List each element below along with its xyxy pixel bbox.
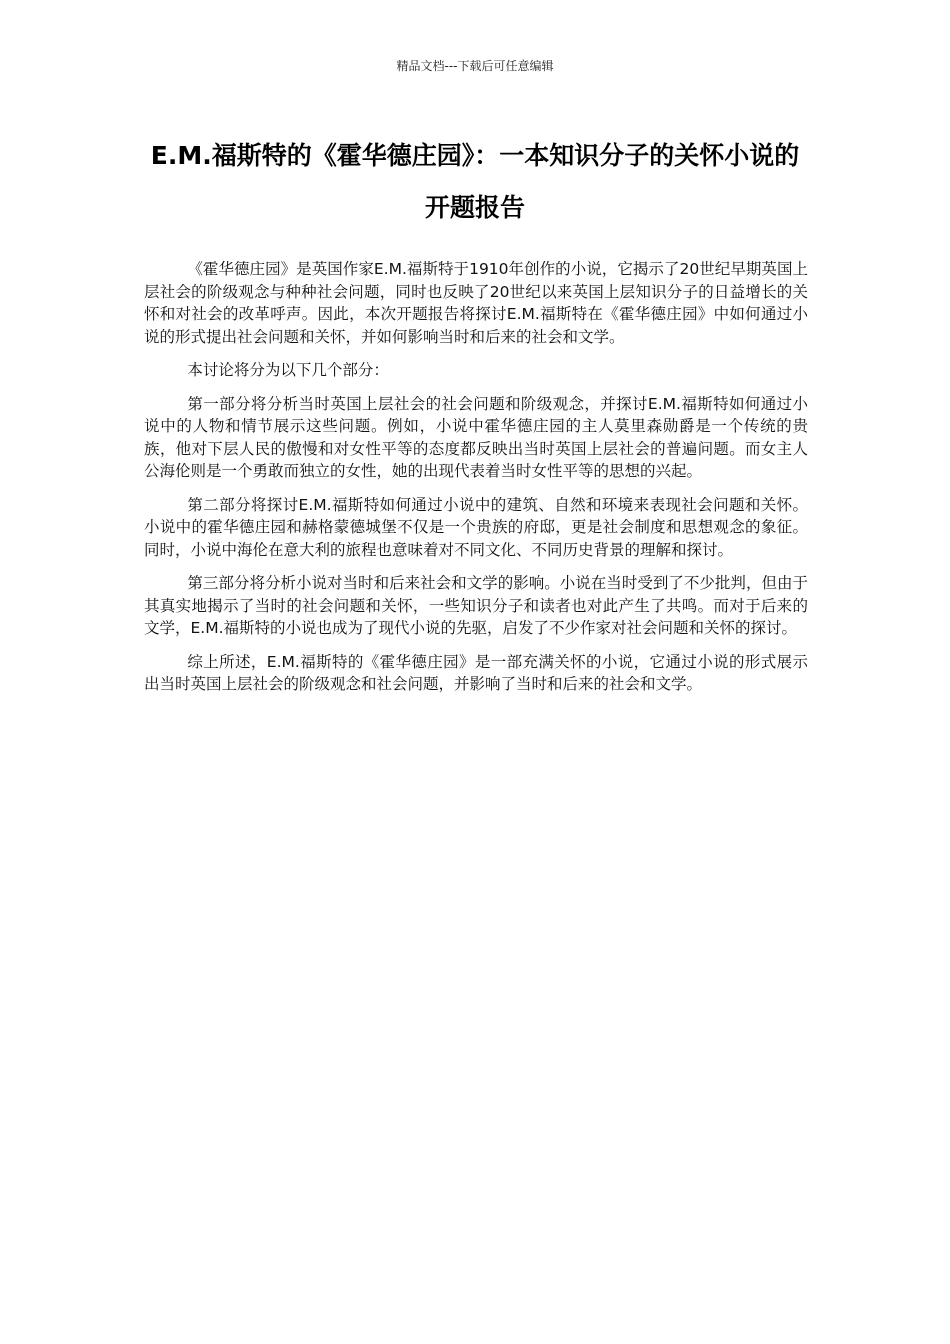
paragraph-conclusion: 综上所述，E.M.福斯特的《霍华德庄园》是一部充满关怀的小说，它通过小说的形式展示出当时英国上层社会的阶级观念和社会问题，并影响了当时和后来的社会和文学。 — [144, 652, 808, 693]
paragraph-part-two: 第二部分将探讨E.M.福斯特如何通过小说中的建筑、自然和环境来表现社会问题和关怀。小说中的霍华德庄园和赫格蒙德城堡不仅是一个贵族的府邸，更是社会制度和思想观念的象征。同时，小说中海伦在意大利的旅程也意味着对不同文化、不同历史背景的理解和探讨。 — [144, 495, 808, 559]
paragraph-intro: 《霍华德庄园》是英国作家E.M.福斯特于1910年创作的小说，它揭示了20世纪早期英国上层社会的阶级观念与种种社会问题，同时也反映了20世纪以来英国上层知识分子的日益增长的关怀和对社会的改革呼声。因此，本次开题报告将探讨E.M.福斯特在《霍华德庄园》中如何通过小说的形式提出社会问题和关怀，并如何影响当时和后来的社会和文学。 — [144, 260, 808, 346]
document-body — [144, 258, 808, 707]
header-note: 精品文档---下载后可任意编辑 — [396, 59, 554, 73]
paragraph-part-three: 第三部分将分析小说对当时和后来社会和文学的影响。小说在当时受到了不少批判，但由于其真实地揭示了当时的社会问题和关怀，一些知识分子和读者也对此产生了共鸣。而对于后来的文学，E.M.福斯特的小说也成为了现代小说的先驱，启发了不少作家对社会问题和关怀的探讨。 — [144, 574, 808, 637]
paragraph-outline: 本讨论将分为以下几个部分： — [187, 361, 389, 379]
document-title: E.M.福斯特的《霍华德庄园》：一本知识分子的关怀小说的开题报告 — [150, 141, 800, 222]
paragraph-part-one: 第一部分将分析当时英国上层社会的社会问题和阶级观念，并探讨E.M.福斯特如何通过小说中的人物和情节展示这些问题。例如，小说中霍华德庄园的主人莫里森勋爵是一个传统的贵族，他对下层人民的傲慢和对女性平等的态度都反映出当时英国上层社会的普遍问题。而女主人公海伦则是一个勇敢而独立的女性，她的出现代表着当时女性平等的思想的兴起。 — [144, 394, 808, 480]
